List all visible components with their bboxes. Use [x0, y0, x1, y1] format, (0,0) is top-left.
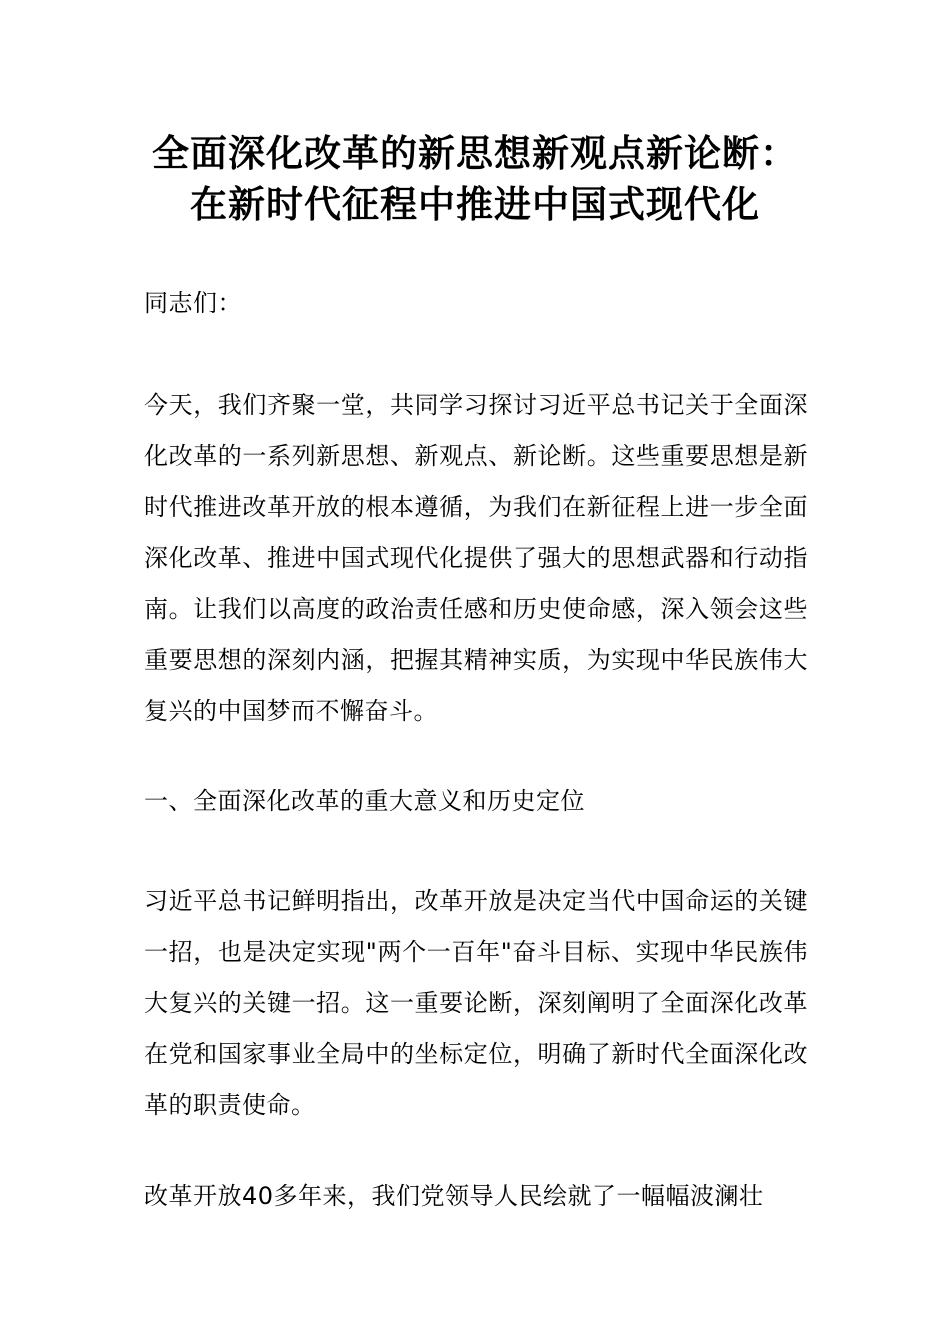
paragraph-intro: 今天，我们齐聚一堂，共同学习探讨习近平总书记关于全面深化改革的一系列新思想、新观点、新论断。这些重要思想是新时代推进改革开放的根本遵循，为我们在新征程上进一步全面深化改革、推进中国式现代化提供了强大的思想武器和行动指南。让我们以高度的政治责任感和历史使命感，深入领会这些重要思想的深刻内涵，把握其精神实质，为实现中华民族伟大复兴的中国梦而不懈奋斗。 [144, 391, 808, 725]
document-title-line-2: 在新时代征程中推进中国式现代化 [190, 183, 760, 226]
section-heading-1: 一、全面深化改革的重大意义和历史定位 [144, 787, 585, 815]
salutation: 同志们： [144, 289, 242, 317]
paragraph-reform-history: 改革开放40多年来，我们党领导人民绘就了一幅幅波澜壮 [144, 1182, 764, 1210]
paragraph-significance: 习近平总书记鲜明指出，改革开放是决定当代中国命运的关键一招，也是决定实现"两个一百年"奋斗目标、实现中华民族伟大复兴的关键一招。这一重要论断，深刻阐明了全面深化改革在党和国家事业全局中的坐标定位，明确了新时代全面深化改革的职责使命。 [144, 887, 808, 1119]
document-title-line-1: 全面深化改革的新思想新观点新论断： [152, 132, 798, 175]
